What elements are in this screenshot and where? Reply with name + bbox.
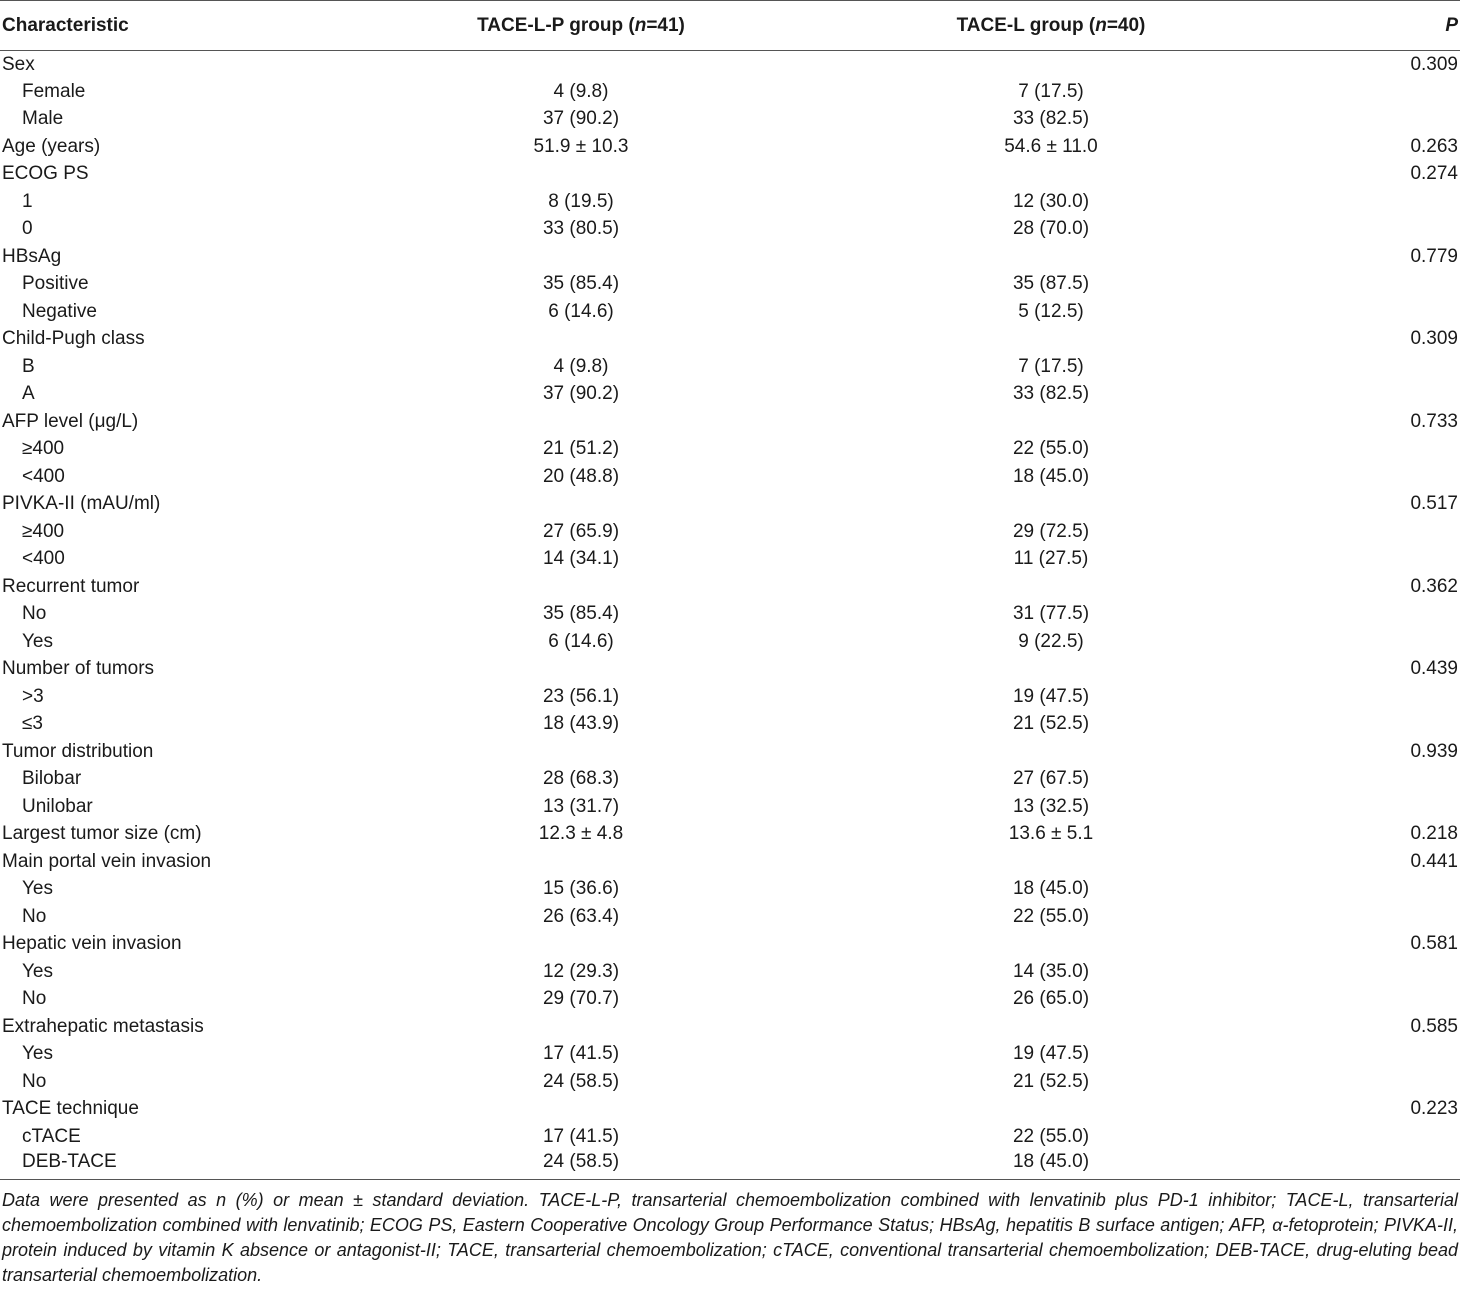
cell-tace-l-p: 20 (48.8) — [542, 465, 620, 487]
cell-p-value — [1286, 793, 1460, 821]
table-row — [0, 51, 1460, 79]
cell-tace-l: 7 (17.5) — [1018, 80, 1084, 102]
cell-tace-l: 19 (47.5) — [1012, 685, 1090, 707]
table-footnote: Data were presented as n (%) or mean ± standard deviation. TACE-L-P, transarterial chemoembolization combined with lenvatinib plus PD-1 inhibitor; TACE-L, transarterial chemoembolization combined with lenvatinib; ECOG PS, Eastern Cooperative Oncology Group Performance Status; HBsAg, hepatitis B surface antigen; AFP, α-fetoprotein; PIVKA-II, protein induced by vitamin K absence or antagonist-II; TACE, transarterial chemoembolization; cTACE, conventional transarterial chemoembolization; DEB-TACE, drug-eluting bead transarterial chemoembolization. — [0, 1179, 1460, 1288]
cell-tace-l: 11 (27.5) — [1013, 548, 1089, 570]
table-row — [0, 463, 1460, 491]
row-label: Unilobar — [22, 795, 93, 817]
cell-tace-l: 54.6 ± 11.0 — [1004, 135, 1098, 157]
cell-tace-l: 12 (30.0) — [1012, 190, 1090, 212]
row-label: ≥400 — [22, 520, 65, 542]
cell-tace-l — [816, 848, 1286, 876]
row-label: >3 — [22, 685, 44, 707]
table-row — [0, 271, 1460, 299]
cell-p-value — [1286, 766, 1460, 794]
row-label: Tumor distribution — [2, 740, 154, 762]
cell-tace-l: 18 (45.0) — [1012, 465, 1090, 487]
table-row — [0, 1096, 1460, 1124]
cell-p-value: 0.581 — [1410, 933, 1458, 955]
row-label: B — [22, 355, 35, 377]
table-row — [0, 1013, 1460, 1041]
cell-p-value — [1286, 106, 1460, 134]
cell-tace-l: 33 (82.5) — [1012, 108, 1090, 130]
cell-tace-l: 5 (12.5) — [1018, 300, 1084, 322]
cell-tace-l: 13.6 ± 5.1 — [1008, 823, 1094, 845]
cell-tace-l: 18 (45.0) — [1012, 1150, 1090, 1172]
cell-p-value: 0.517 — [1410, 493, 1458, 515]
cell-tace-l: 14 (35.0) — [1012, 960, 1090, 982]
row-label: ≤3 — [22, 713, 43, 735]
cell-p-value: 0.585 — [1410, 1015, 1458, 1037]
row-label: HBsAg — [2, 245, 62, 267]
cell-tace-l-p: 24 (58.5) — [542, 1150, 620, 1172]
cell-tace-l-p: 28 (68.3) — [542, 768, 620, 790]
cell-tace-l — [816, 931, 1286, 959]
cell-tace-l-p — [346, 931, 816, 959]
row-label: DEB-TACE — [22, 1150, 117, 1172]
table-row — [0, 161, 1460, 189]
table-row — [0, 628, 1460, 656]
cell-tace-l-p: 51.9 ± 10.3 — [533, 135, 629, 157]
row-label: Extrahepatic metastasis — [2, 1015, 204, 1037]
row-label: No — [22, 988, 47, 1010]
cell-p-value: 0.439 — [1410, 658, 1458, 680]
row-label: A — [22, 383, 35, 405]
table-row — [0, 408, 1460, 436]
table-row — [0, 876, 1460, 904]
cell-p-value: 0.309 — [1410, 53, 1458, 75]
cell-p-value — [1286, 1068, 1460, 1096]
cell-tace-l-p: 6 (14.6) — [548, 630, 614, 652]
table-row — [0, 931, 1460, 959]
cell-p-value — [1286, 601, 1460, 629]
table-row — [0, 793, 1460, 821]
cell-tace-l-p: 17 (41.5) — [542, 1125, 620, 1147]
row-label: PIVKA-II (mAU/ml) — [2, 493, 161, 515]
cell-p-value — [1286, 876, 1460, 904]
cell-tace-l: 35 (87.5) — [1012, 273, 1090, 295]
row-label: Age (years) — [2, 135, 101, 157]
row-label: Negative — [22, 300, 97, 322]
cell-tace-l: 21 (52.5) — [1012, 1070, 1090, 1092]
cell-tace-l-p: 26 (63.4) — [542, 905, 620, 927]
cell-tace-l: 22 (55.0) — [1012, 905, 1090, 927]
cell-tace-l-p — [346, 161, 816, 189]
cell-p-value: 0.779 — [1410, 245, 1458, 267]
cell-p-value: 0.309 — [1410, 328, 1458, 350]
cell-tace-l-p: 13 (31.7) — [542, 795, 620, 817]
row-label: No — [22, 905, 47, 927]
cell-p-value — [1286, 353, 1460, 381]
table-row — [0, 216, 1460, 244]
cell-p-value — [1286, 518, 1460, 546]
cell-tace-l: 21 (52.5) — [1012, 713, 1090, 735]
cell-tace-l: 31 (77.5) — [1012, 603, 1090, 625]
table-row — [0, 518, 1460, 546]
row-label: TACE technique — [2, 1098, 139, 1120]
cell-tace-l-p — [346, 408, 816, 436]
cell-tace-l — [816, 573, 1286, 601]
cell-p-value: 0.441 — [1410, 850, 1458, 872]
cell-tace-l — [816, 738, 1286, 766]
cell-p-value — [1286, 683, 1460, 711]
table-row — [0, 958, 1460, 986]
table-row — [0, 353, 1460, 381]
cell-tace-l-p: 27 (65.9) — [542, 520, 620, 542]
table-row — [0, 436, 1460, 464]
table-row — [0, 188, 1460, 216]
header-group1-n-val: =41) — [646, 14, 685, 36]
header-group-tace-l-p — [346, 1, 816, 51]
cell-tace-l — [816, 656, 1286, 684]
table-row — [0, 491, 1460, 519]
cell-tace-l — [816, 408, 1286, 436]
header-p-value: P — [1286, 1, 1460, 51]
header-characteristic: Characteristic — [0, 1, 346, 51]
cell-p-value — [1286, 958, 1460, 986]
table-row — [0, 601, 1460, 629]
row-label: No — [22, 603, 47, 625]
table-row — [0, 986, 1460, 1014]
cell-tace-l-p — [346, 738, 816, 766]
cell-tace-l-p — [346, 491, 816, 519]
row-label: 1 — [22, 190, 33, 212]
cell-tace-l-p: 6 (14.6) — [548, 300, 614, 322]
cell-tace-l — [816, 326, 1286, 354]
row-label: Yes — [22, 878, 53, 900]
cell-p-value — [1286, 78, 1460, 106]
cell-tace-l-p — [346, 573, 816, 601]
table-row — [0, 546, 1460, 574]
cell-p-value: 0.733 — [1410, 410, 1458, 432]
cell-tace-l-p: 29 (70.7) — [542, 988, 620, 1010]
table-row — [0, 1123, 1460, 1151]
row-label: ≥400 — [22, 438, 65, 460]
cell-p-value — [1286, 903, 1460, 931]
cell-p-value — [1286, 986, 1460, 1014]
cell-tace-l-p: 17 (41.5) — [542, 1043, 620, 1065]
table-row — [0, 298, 1460, 326]
cell-tace-l: 22 (55.0) — [1012, 438, 1090, 460]
cell-tace-l-p: 24 (58.5) — [542, 1070, 620, 1092]
row-label: AFP level (μg/L) — [2, 410, 139, 432]
row-label: Yes — [22, 1043, 53, 1065]
table-row — [0, 903, 1460, 931]
row-label: Hepatic vein invasion — [2, 933, 182, 955]
table-row — [0, 381, 1460, 409]
cell-p-value — [1286, 463, 1460, 491]
row-label: Bilobar — [22, 768, 82, 790]
cell-tace-l-p: 37 (90.2) — [542, 383, 620, 405]
table-row — [0, 1151, 1460, 1179]
header-group2-n-val: =40) — [1106, 14, 1146, 36]
cell-p-value — [1286, 546, 1460, 574]
row-label: 0 — [22, 218, 33, 240]
header-group1-prefix: TACE-L-P group ( — [477, 14, 635, 36]
cell-p-value — [1286, 216, 1460, 244]
table-row — [0, 711, 1460, 739]
table-row — [0, 1068, 1460, 1096]
cell-p-value — [1286, 436, 1460, 464]
cell-tace-l: 9 (22.5) — [1018, 630, 1084, 652]
cell-tace-l — [816, 51, 1286, 79]
cell-tace-l-p: 14 (34.1) — [542, 548, 620, 570]
cell-tace-l-p: 12 (29.3) — [542, 960, 620, 982]
table-row — [0, 106, 1460, 134]
row-label: Number of tumors — [2, 658, 155, 680]
table-row — [0, 848, 1460, 876]
table-row — [0, 1041, 1460, 1069]
table-row — [0, 78, 1460, 106]
table-row — [0, 573, 1460, 601]
row-label: Yes — [22, 960, 53, 982]
cell-p-value: 0.939 — [1410, 740, 1458, 762]
row-label: <400 — [22, 465, 65, 487]
cell-tace-l-p — [346, 1013, 816, 1041]
cell-tace-l-p: 18 (43.9) — [542, 713, 620, 735]
cell-tace-l: 33 (82.5) — [1012, 383, 1090, 405]
cell-tace-l-p: 4 (9.8) — [553, 80, 609, 102]
header-group-tace-l — [816, 1, 1286, 51]
cell-tace-l: 13 (32.5) — [1012, 795, 1090, 817]
cell-tace-l-p: 35 (85.4) — [542, 603, 620, 625]
table-row — [0, 133, 1460, 161]
cell-tace-l: 28 (70.0) — [1012, 218, 1090, 240]
row-label: ECOG PS — [2, 163, 89, 185]
cell-tace-l-p — [346, 243, 816, 271]
cell-tace-l-p: 37 (90.2) — [542, 108, 620, 130]
cell-tace-l-p — [346, 1096, 816, 1124]
row-label: Largest tumor size (cm) — [2, 823, 202, 845]
cell-p-value — [1286, 1041, 1460, 1069]
row-label: Child-Pugh class — [2, 328, 145, 350]
table-row — [0, 656, 1460, 684]
table-row — [0, 766, 1460, 794]
cell-tace-l — [816, 243, 1286, 271]
row-label: Female — [22, 80, 86, 102]
row-label: Yes — [22, 630, 53, 652]
table-row — [0, 326, 1460, 354]
row-label: Main portal vein invasion — [2, 850, 212, 872]
cell-tace-l — [816, 1013, 1286, 1041]
cell-tace-l-p — [346, 51, 816, 79]
cell-tace-l: 27 (67.5) — [1012, 768, 1090, 790]
header-group2-prefix: TACE-L group ( — [956, 14, 1096, 36]
table-row — [0, 821, 1460, 849]
row-label: cTACE — [22, 1125, 81, 1147]
row-label: Sex — [2, 53, 35, 75]
cell-p-value — [1286, 188, 1460, 216]
cell-tace-l-p: 15 (36.6) — [542, 878, 620, 900]
cell-tace-l: 18 (45.0) — [1012, 878, 1090, 900]
cell-p-value — [1286, 1151, 1460, 1179]
cell-p-value — [1286, 298, 1460, 326]
cell-tace-l-p: 35 (85.4) — [542, 273, 620, 295]
cell-p-value: 0.223 — [1410, 1098, 1458, 1120]
header-group1-n-var: n — [634, 14, 647, 36]
cell-p-value — [1286, 1123, 1460, 1151]
cell-tace-l-p: 23 (56.1) — [542, 685, 620, 707]
cell-tace-l-p: 21 (51.2) — [542, 438, 620, 460]
table-row — [0, 243, 1460, 271]
cell-p-value — [1286, 711, 1460, 739]
cell-tace-l-p: 12.3 ± 4.8 — [538, 823, 624, 845]
cell-p-value: 0.362 — [1410, 575, 1458, 597]
cell-tace-l: 29 (72.5) — [1012, 520, 1090, 542]
header-row — [0, 1, 1460, 51]
row-label: Positive — [22, 273, 89, 295]
row-label: Male — [22, 108, 64, 130]
cell-tace-l-p — [346, 848, 816, 876]
row-label: <400 — [22, 548, 65, 570]
cell-tace-l — [816, 1096, 1286, 1124]
cell-p-value: 0.274 — [1410, 163, 1458, 185]
cell-tace-l-p — [346, 326, 816, 354]
cell-tace-l-p: 4 (9.8) — [553, 355, 609, 377]
cell-p-value: 0.263 — [1410, 135, 1458, 157]
cell-tace-l: 26 (65.0) — [1012, 988, 1090, 1010]
cell-p-value — [1286, 271, 1460, 299]
cell-tace-l-p — [346, 656, 816, 684]
table-row — [0, 683, 1460, 711]
cell-p-value: 0.218 — [1410, 823, 1458, 845]
cell-p-value — [1286, 381, 1460, 409]
cell-tace-l: 19 (47.5) — [1012, 1043, 1090, 1065]
cell-tace-l-p: 33 (80.5) — [542, 218, 620, 240]
row-label: Recurrent tumor — [2, 575, 140, 597]
cell-tace-l: 22 (55.0) — [1012, 1125, 1090, 1147]
table-body — [0, 51, 1460, 1179]
cell-p-value — [1286, 628, 1460, 656]
cell-tace-l-p: 8 (19.5) — [548, 190, 614, 212]
table-header — [0, 1, 1460, 51]
table-row — [0, 738, 1460, 766]
cell-tace-l — [816, 161, 1286, 189]
row-label: No — [22, 1070, 47, 1092]
cell-tace-l — [816, 491, 1286, 519]
header-group2-n-var: n — [1095, 14, 1107, 36]
cell-tace-l: 7 (17.5) — [1018, 355, 1084, 377]
